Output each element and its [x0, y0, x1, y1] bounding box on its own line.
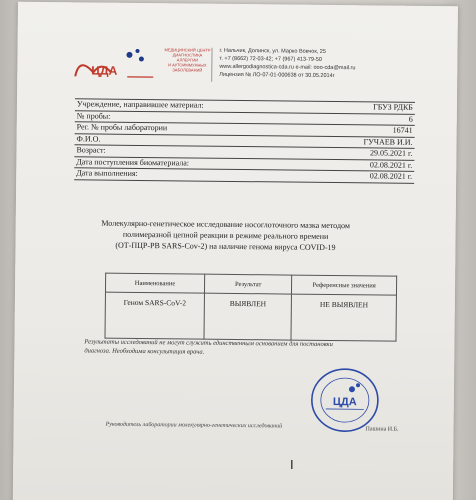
info-label: Дата поступления биоматериала:: [76, 156, 190, 167]
document-sheet: [13, 2, 458, 500]
info-value: 29.05.2021 г.: [370, 148, 413, 158]
header-divider: [211, 48, 212, 82]
info-label: Рег. № пробы лаборатории: [76, 122, 168, 133]
stamp-text: ЦДА: [332, 396, 357, 409]
disclaimer-line: диагноза. Необходима консультация врача.: [84, 347, 205, 356]
result-value: ВЫЯВЛЕН: [204, 293, 292, 340]
signature-name: Пашина И.Б.: [365, 426, 399, 433]
test-title-line: Молекулярно-генетическое исследование носоглоточного мазка методом: [101, 218, 351, 231]
org-line: ДИАГНОСТИКА АЛЛЕРГИИ: [172, 52, 203, 63]
info-value: 02.08.2021 г.: [369, 171, 413, 181]
signature-label: Руководитель лаборатории молекулярно-генетических исследований: [105, 421, 283, 430]
info-label: Возраст:: [76, 145, 106, 155]
patient-info-table: [74, 98, 415, 183]
info-label: № пробы:: [76, 110, 111, 121]
disclaimer-line: Результаты исследований не могут служить единственным основанием для постановки: [84, 338, 333, 349]
header-name: Наименование: [105, 273, 204, 293]
info-value: 16741: [392, 125, 413, 135]
header-result: Результат: [204, 274, 291, 294]
info-value: 02.08.2021 г.: [369, 159, 413, 170]
text-cursor-icon: I: [290, 457, 294, 472]
org-line: ЗАБОЛЕВАНИЙ: [172, 67, 203, 73]
org-name: [163, 47, 211, 73]
test-title-line: полимеразной цепной реакции в режиме реального времени: [122, 229, 329, 241]
header-reference: Референсные значения: [292, 275, 397, 295]
info-value: ГБУЗ РДКБ: [373, 102, 413, 112]
results-row: [105, 292, 396, 341]
info-label: Ф.И.О.: [76, 133, 101, 144]
info-label: Учреждение, направившее материал:: [76, 99, 204, 110]
clinic-stamp: [310, 367, 381, 434]
org-line: И АУТОИММУННЫХ: [168, 62, 207, 68]
info-value: ГУЧАЕВ И.И.: [363, 136, 413, 147]
result-name: Геном SARS-CoV-2: [105, 292, 204, 339]
info-row: [74, 168, 414, 183]
results-table: [104, 273, 397, 342]
test-title-line: (ОТ-ПЦР-РВ SARS-Cov-2) на наличие генома вируса COVID-19: [115, 240, 336, 253]
clinic-web: www.allergodiagnostica-cda.ru e-mail: ooo-cda@mail.ru: [219, 63, 356, 72]
clinic-license: Лицензия № ЛО-07-01-000638 от 30.05.2014г: [219, 71, 335, 80]
info-label: Дата выполнения:: [76, 168, 138, 178]
info-value: 6: [408, 114, 413, 124]
org-line: МЕДИЦИНСКИЙ ЦЕНТР: [164, 47, 211, 53]
logo-text: ЦДА: [91, 63, 118, 78]
clinic-phone: т. +7 (8662) 72-03-42; +7 (967) 413-79-50: [219, 55, 322, 63]
result-reference: НЕ ВЫЯВЛЕН: [291, 294, 396, 341]
clinic-address: г. Нальчик, Долинск, ул. Марко Вовчок, 25: [219, 47, 326, 55]
clinic-logo: [71, 46, 155, 81]
